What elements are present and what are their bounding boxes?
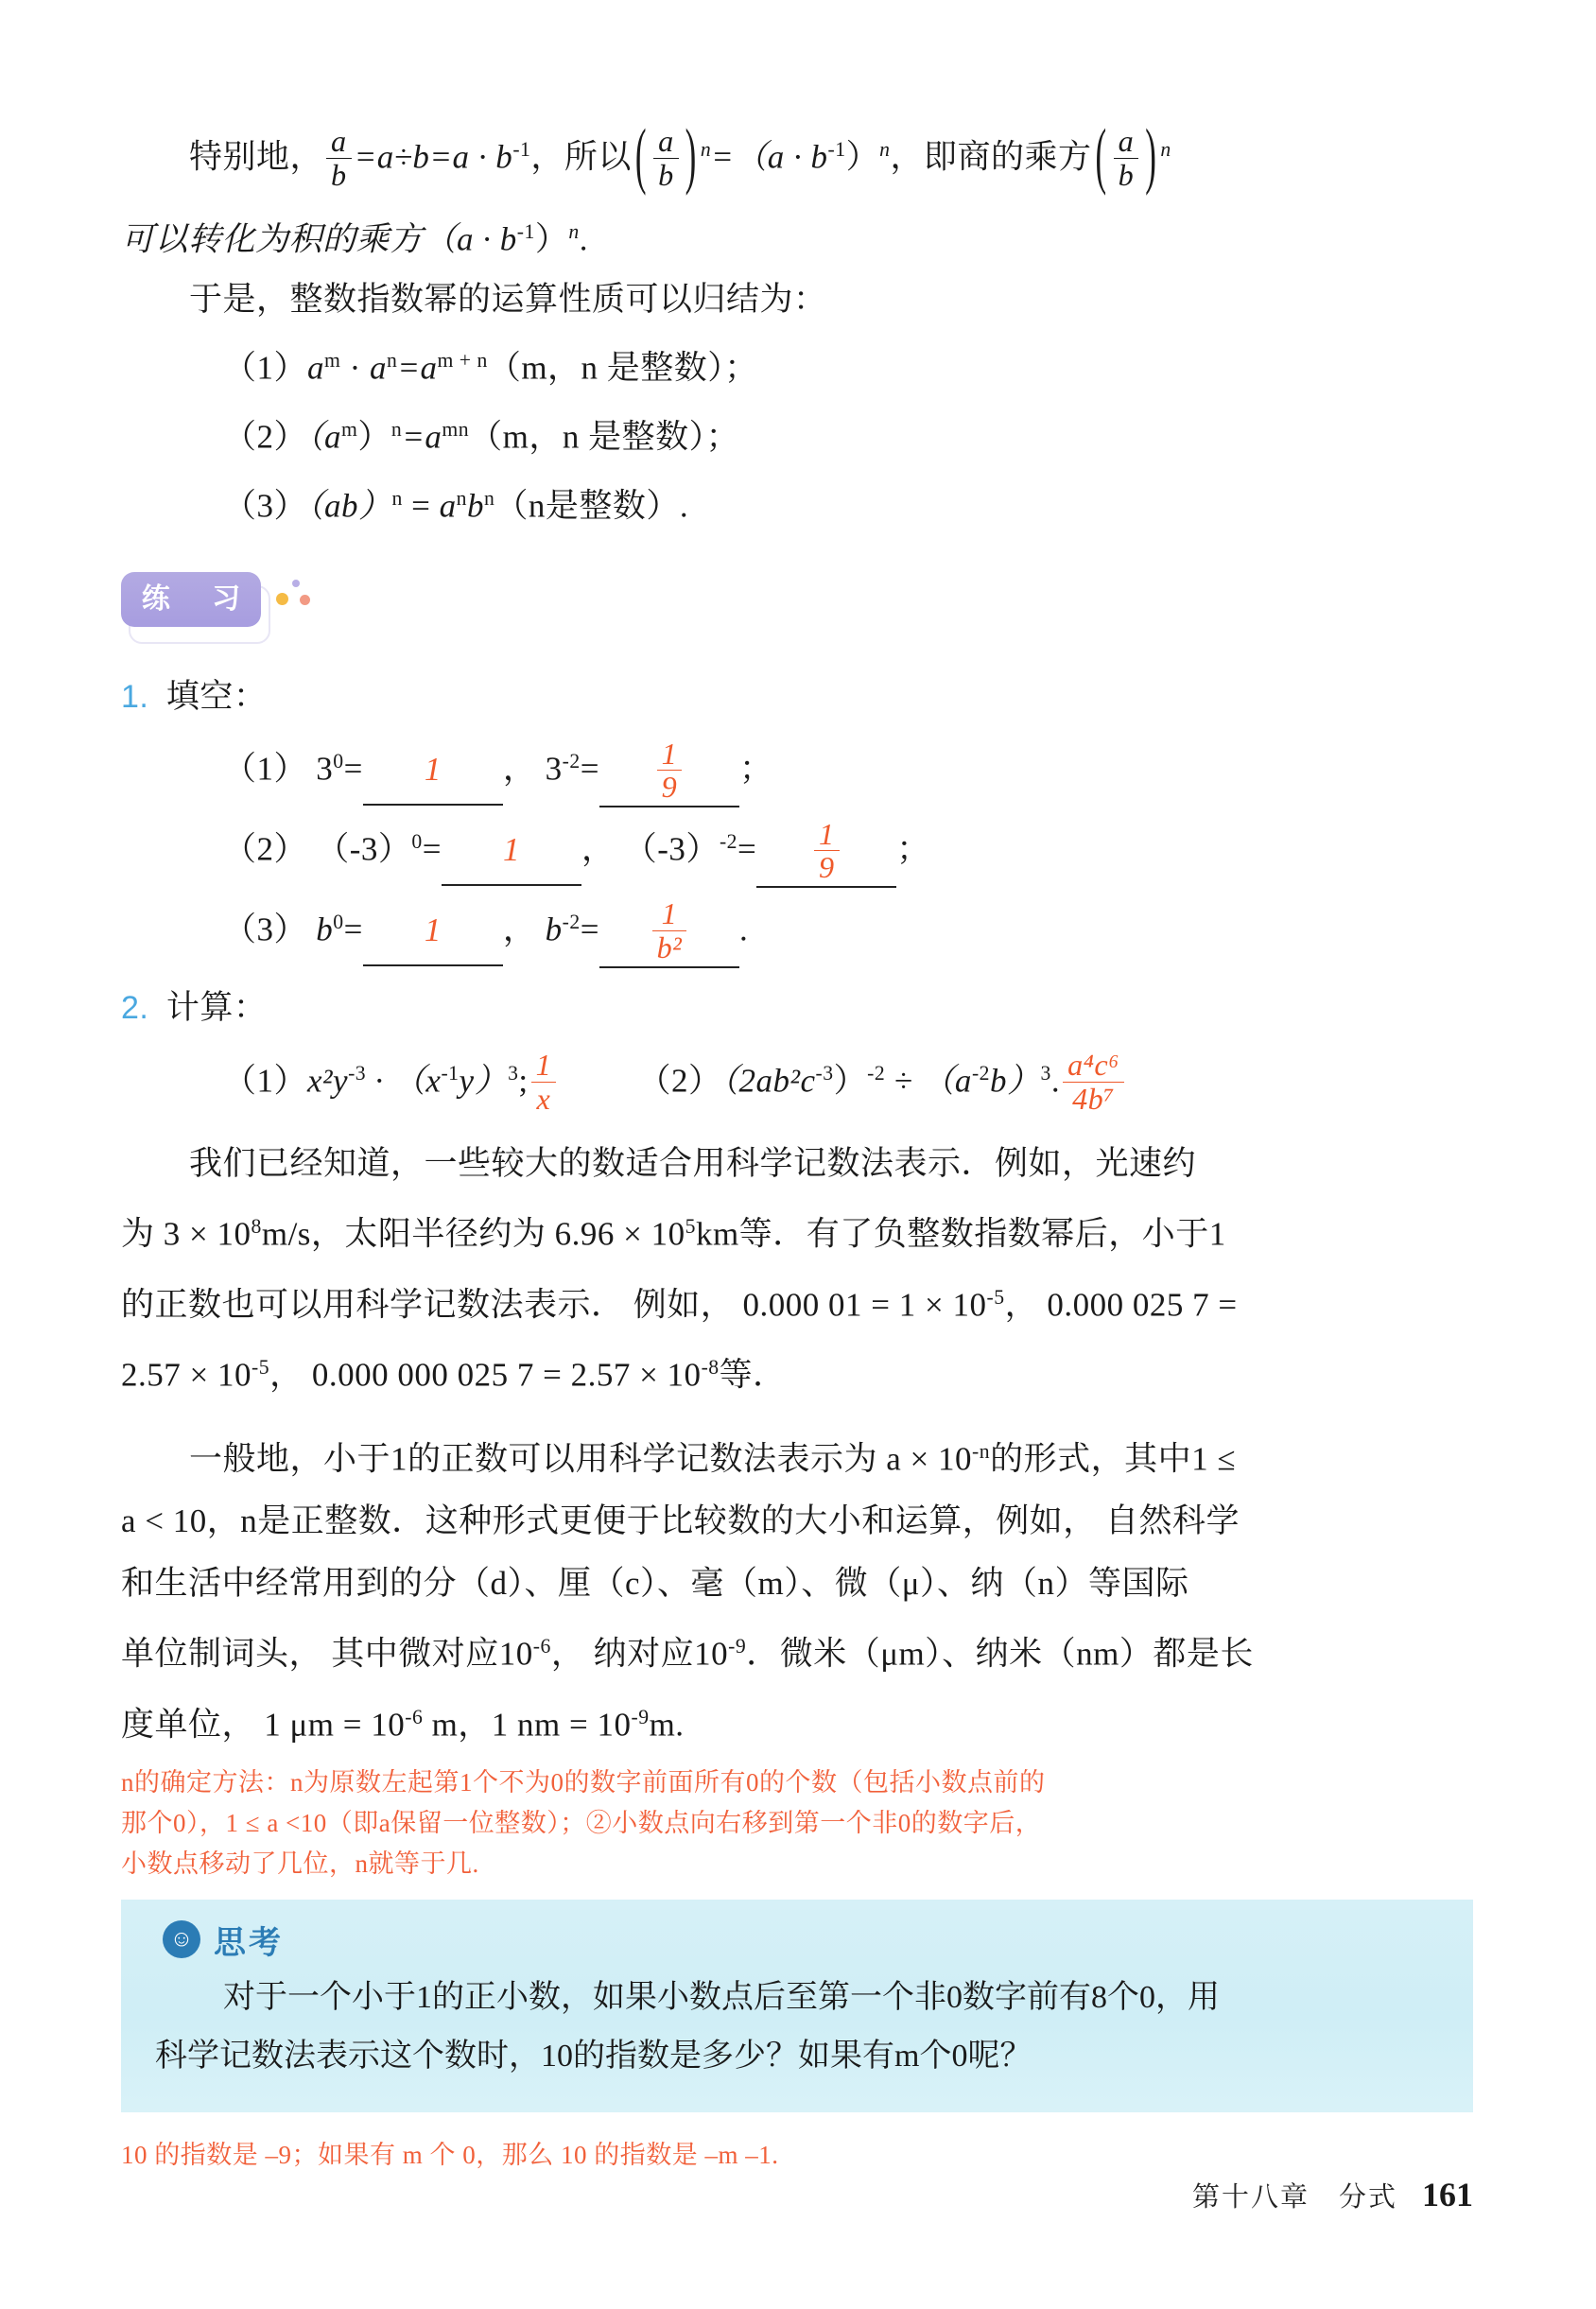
practice-badge-wrap bbox=[121, 572, 1473, 642]
item-3-sep: ， bbox=[502, 911, 537, 948]
dot-purple-icon bbox=[292, 580, 300, 587]
body-p2-l4-c: ．微米（μm）、纳米（nm）都是长 bbox=[746, 1636, 1254, 1674]
decorative-dots bbox=[276, 578, 314, 610]
q2-item-2-expr: （2ab²c bbox=[721, 1062, 816, 1100]
exercise-1-number: 1. bbox=[121, 679, 149, 716]
q2-item-1-semicolon: ; bbox=[518, 1062, 529, 1100]
intro-lead-text: 特别地， bbox=[189, 138, 324, 176]
body-p2-l2-text: a < 10，n是正整数．这种形式更便于比较数的大小和运算，例如， 自然科学 bbox=[121, 1502, 1240, 1540]
rule-3-label: （3） bbox=[223, 487, 308, 525]
exercise-1-item-1 bbox=[121, 727, 1473, 807]
body-p1-l2-sup-2: 5 bbox=[685, 1214, 696, 1238]
item-3-expr-2-sup: -2 bbox=[562, 911, 581, 934]
exercise-1-item-2 bbox=[121, 807, 1473, 888]
chapter-label: 第十八章 分式 bbox=[1191, 2182, 1397, 2213]
q2-item-2-mid: ） bbox=[833, 1062, 868, 1100]
item-2-eq-2: = bbox=[737, 830, 757, 868]
answer-note-text: 10 的指数是 –9；如果有 m 个 0，那么 10 的指数是 –m –1. bbox=[121, 2140, 779, 2169]
rule-1-label: （1） bbox=[223, 349, 308, 387]
intro-line2-tail: ） bbox=[534, 220, 569, 258]
annotation-line-3 bbox=[121, 1844, 1473, 1884]
body-p1-l4-c: 等． bbox=[719, 1356, 787, 1394]
item-2-expr-1: （-3） bbox=[316, 830, 412, 868]
intro-mid-expr: =a÷b=a · b bbox=[354, 138, 513, 176]
rule-1-rhs-sup: m + n bbox=[437, 349, 488, 373]
rule-3-note: （n是整数）. bbox=[494, 487, 689, 525]
item-2-sep: ， bbox=[581, 830, 616, 868]
q2-item-1-mid-2: y） bbox=[459, 1062, 509, 1100]
body-p2-l1-b: 的形式，其中1 ≤ bbox=[990, 1440, 1237, 1478]
item-1-end: ； bbox=[738, 750, 773, 788]
body-p2-l5-sup-1: -6 bbox=[405, 1706, 424, 1729]
intro-power-n-1: n bbox=[700, 138, 712, 161]
practice-badge: 练 习 bbox=[121, 572, 261, 627]
body-p1-l4-a: 2.57 × 10 bbox=[121, 1356, 252, 1394]
rule-3-dot: = bbox=[402, 487, 440, 525]
answer-blank-1[interactable]: 1 bbox=[363, 736, 503, 806]
annotation-l2-text: 那个0），1 ≤ a <10（即a保留一位整数）；②小数点向右移到第一个非0的数字后， bbox=[121, 1808, 1042, 1837]
body-p2-l5-c: m. bbox=[649, 1706, 685, 1744]
right-paren-big-2: ) bbox=[1145, 113, 1157, 197]
exercise-2-number: 2. bbox=[121, 989, 149, 1026]
rule-2-eq: =a bbox=[402, 418, 442, 456]
think-line-2 bbox=[121, 2027, 1473, 2086]
body-p2-l4-b: ， 纳对应10 bbox=[550, 1636, 729, 1674]
rule-1-lhs-a: a bbox=[307, 349, 325, 387]
body-p2-line-1 bbox=[121, 1420, 1473, 1491]
item-3-end: . bbox=[738, 911, 749, 948]
exercise-2-items bbox=[121, 1038, 1473, 1118]
body-p2-l1-a: 一般地，小于1的正数可以用科学记数法表示为 a × 10 bbox=[189, 1440, 973, 1478]
item-1-expr-2: 3 bbox=[545, 750, 563, 788]
page-footer bbox=[0, 2175, 1596, 2214]
rule-3-lhs-b-sup: n bbox=[456, 486, 467, 510]
body-p1-line-1 bbox=[121, 1133, 1473, 1195]
body-p2-line-4 bbox=[121, 1615, 1473, 1686]
rule-item-1 bbox=[121, 330, 1473, 399]
rule-3-rhs-sup: n bbox=[483, 486, 495, 510]
answer-fraction-3: $\frac{1}{\text{b²}}$ bbox=[652, 897, 687, 964]
think-box bbox=[121, 1900, 1473, 2112]
q2-item-2-div: ÷ （a bbox=[885, 1062, 972, 1100]
body-p1-l4-b: ， 0.000 000 025 7 = 2.57 × 10 bbox=[269, 1356, 702, 1394]
item-1-expr-1: 3 bbox=[316, 750, 334, 788]
body-p2-l4-sup-1: -6 bbox=[532, 1635, 551, 1658]
answer-blank-3[interactable]: 1 bbox=[442, 816, 581, 886]
item-3-expr-2: b bbox=[545, 911, 563, 948]
rule-1-dot: · bbox=[340, 349, 371, 387]
intro-after-text: ，所以 bbox=[530, 138, 632, 176]
item-1-sep: ， bbox=[502, 750, 537, 788]
answer-note bbox=[121, 2135, 1473, 2176]
answer-blank-2[interactable] bbox=[599, 736, 739, 807]
rule-1-eq: =a bbox=[397, 349, 438, 387]
rule-item-2 bbox=[121, 399, 1473, 468]
intro-line-3 bbox=[121, 269, 1473, 330]
think-l2-text: 科学记数法表示这个数时，10的指数是多少？如果有m个0呢？ bbox=[155, 2038, 1032, 2074]
annotation-l1-text: n的确定方法：n为原数左起第1个不为0的数字前面所有0的个数（包括小数点前的 bbox=[121, 1767, 1046, 1797]
rule-1-note: （m，n 是整数）； bbox=[487, 349, 758, 387]
intro-line2-exp: -1 bbox=[516, 219, 535, 243]
annotation-l3-text: 小数点移动了几位，n就等于几. bbox=[121, 1849, 479, 1878]
answer-blank-6[interactable] bbox=[599, 896, 739, 968]
item-1-eq: = bbox=[343, 750, 363, 788]
rule-3-eq: b bbox=[466, 487, 484, 525]
item-3-eq-2: = bbox=[580, 911, 599, 948]
page-content bbox=[121, 0, 1473, 2176]
rule-2-dot: ） bbox=[357, 418, 391, 456]
q2-item-1-mid: · （x bbox=[366, 1062, 442, 1100]
intro-line-2 bbox=[121, 201, 1473, 270]
right-paren-big: ) bbox=[685, 113, 697, 197]
q2-item-1-sup-3: 3 bbox=[508, 1061, 519, 1085]
q2-item-1-sup-2: -1 bbox=[441, 1061, 460, 1085]
intro-tail-paren: ） bbox=[845, 138, 880, 176]
q2-item-2-sup-3: -2 bbox=[971, 1061, 991, 1085]
rule-2-lhs-a: （a bbox=[307, 418, 342, 456]
fraction-a-over-b: $\frac{a}{b}$ bbox=[326, 125, 352, 192]
item-3-expr-1: b bbox=[316, 911, 334, 948]
body-p2-l5-a: 度单位， 1 μm = 10 bbox=[121, 1706, 406, 1744]
item-1-eq-2: = bbox=[580, 750, 599, 788]
item-1-label: （1） bbox=[223, 750, 308, 788]
page-number: 161 bbox=[1422, 2176, 1473, 2214]
body-p1-l2-b: m/s，太阳半径约为 6.96 × 10 bbox=[261, 1215, 685, 1253]
body-p2-line-5 bbox=[121, 1686, 1473, 1757]
answer-blank-4[interactable] bbox=[756, 816, 896, 888]
body-p2-l5-b: m，1 nm = 10 bbox=[423, 1706, 632, 1744]
body-p1-l3-sup: -5 bbox=[986, 1285, 1005, 1309]
body-p1-l3-b: ， 0.000 025 7 = bbox=[1004, 1286, 1238, 1324]
rule-1-lhs-b-sup: n bbox=[387, 349, 398, 373]
body-p2-line-3 bbox=[121, 1553, 1473, 1615]
left-paren-big: ( bbox=[634, 113, 648, 197]
intro-power-n-3: n bbox=[1160, 138, 1171, 161]
rule-3-lhs-a-sup: n bbox=[391, 486, 403, 510]
item-2-label: （2） bbox=[223, 830, 308, 868]
intro-end-text: ，即商的乘方 bbox=[890, 138, 1092, 176]
intro-line2-dot: . bbox=[579, 220, 588, 258]
body-p2-line-2 bbox=[121, 1490, 1473, 1553]
q2-item-2-dot: . bbox=[1050, 1062, 1061, 1100]
item-2-expr-1-sup: 0 bbox=[411, 830, 423, 854]
q2-item-1-label: （1） bbox=[223, 1062, 308, 1100]
item-2-end: ； bbox=[896, 830, 930, 868]
item-2-eq: = bbox=[422, 830, 442, 868]
rule-2-rhs-sup: mn bbox=[442, 417, 470, 441]
intro-exp-2: -1 bbox=[827, 138, 846, 161]
body-p2-l1-sup: -n bbox=[972, 1439, 991, 1463]
rule-2-lhs-a-sup: m bbox=[341, 417, 358, 441]
q2-item-2-sup-1: -3 bbox=[815, 1061, 834, 1085]
fraction-a-over-b-2: $\frac{a}{b}$ bbox=[653, 125, 679, 192]
rule-1-lhs-a-sup: m bbox=[324, 349, 341, 373]
intro-eq-expr: =（a · b bbox=[711, 138, 828, 176]
body-p1-l3-a: 的正数也可以用科学记数法表示． 例如， 0.000 01 = 1 × 10 bbox=[121, 1286, 987, 1324]
q2-item-1-expr: x²y bbox=[307, 1062, 349, 1100]
rule-2-note: （m，n 是整数）； bbox=[469, 418, 740, 456]
rule-1-lhs-b: a bbox=[370, 349, 388, 387]
think-header bbox=[121, 1917, 1473, 1963]
q2-item-2-sup-2: -2 bbox=[867, 1061, 886, 1085]
item-2-expr-2: （-3） bbox=[623, 830, 720, 868]
item-2-expr-2-sup: -2 bbox=[719, 830, 738, 854]
intro-line2-power: n bbox=[568, 219, 580, 243]
q2-item-2-label: （2） bbox=[637, 1062, 722, 1100]
q2-answer-fraction-1: $\frac{1}{x}$ bbox=[531, 1049, 557, 1116]
think-l1-text: 对于一个小于1的正小数，如果小数点后至第一个非0数字前有8个0，用 bbox=[223, 1979, 1220, 2015]
intro-exp-1: -1 bbox=[512, 138, 531, 161]
body-p2-l4-a: 单位制词头， 其中微对应10 bbox=[121, 1636, 533, 1674]
q2-item-1-sup-1: -3 bbox=[348, 1061, 367, 1085]
rule-3-lhs-b: a bbox=[439, 487, 457, 525]
rule-2-lhs-b-sup: n bbox=[390, 417, 403, 441]
body-p1-line-3 bbox=[121, 1266, 1473, 1337]
intro-line2-text: 可以转化为积的乘方（a · b bbox=[121, 220, 517, 258]
intro-line-1 bbox=[121, 112, 1473, 196]
body-p1-line-2 bbox=[121, 1195, 1473, 1266]
body-p1-l2-a: 为 3 × 10 bbox=[121, 1215, 252, 1253]
answer-fraction-1: $\frac{1}{9}$ bbox=[657, 738, 683, 805]
think-line-1 bbox=[121, 1969, 1473, 2027]
exercise-1-prompt: 填空： bbox=[165, 678, 268, 716]
exercise-2 bbox=[121, 978, 1473, 1038]
body-p2-l4-sup-2: -9 bbox=[728, 1635, 747, 1658]
intro-power-n-2: n bbox=[879, 138, 891, 161]
dot-orange-icon bbox=[300, 595, 310, 605]
item-3-label: （3） bbox=[223, 911, 308, 948]
exercise-1-item-3 bbox=[121, 888, 1473, 968]
body-p1-l1-text: 我们已经知道，一些较大的数适合用科学记数法表示．例如，光速约 bbox=[189, 1144, 1197, 1182]
body-p1-l4-sup-2: -8 bbox=[701, 1356, 720, 1380]
body-p1-line-4 bbox=[121, 1336, 1473, 1407]
answer-fraction-2: $\frac{1}{9}$ bbox=[814, 818, 840, 885]
dot-yellow-icon bbox=[276, 593, 288, 605]
q2-item-2-sup-4: 3 bbox=[1040, 1061, 1051, 1085]
annotation-line-1 bbox=[121, 1762, 1473, 1803]
intro-line3-text: 于是，整数指数幂的运算性质可以归结为： bbox=[189, 281, 827, 319]
rule-3-lhs-a: （ab） bbox=[307, 487, 392, 525]
body-p1-l4-sup-1: -5 bbox=[252, 1356, 270, 1380]
item-1-expr-2-sup: -2 bbox=[562, 750, 581, 773]
item-1-expr-1-sup: 0 bbox=[333, 750, 344, 773]
fraction-a-over-b-3: $\frac{a}{b}$ bbox=[1114, 125, 1139, 192]
item-3-eq: = bbox=[343, 911, 363, 948]
rule-item-3 bbox=[121, 468, 1473, 537]
annotation-line-2 bbox=[121, 1803, 1473, 1844]
answer-blank-5[interactable]: 1 bbox=[363, 896, 503, 966]
body-p2-l3-text: 和生活中经常用到的分（d）、厘（c）、毫（m）、微（μ）、纳（n）等国际 bbox=[121, 1565, 1189, 1603]
body-p2-l5-sup-2: -9 bbox=[631, 1706, 650, 1729]
q2-item-2-mid-2: b） bbox=[990, 1062, 1041, 1100]
body-p1-l2-c: km等．有了负整数指数幂后，小于1 bbox=[696, 1215, 1226, 1253]
rule-2-label: （2） bbox=[223, 418, 308, 456]
exercise-2-prompt: 计算： bbox=[165, 988, 268, 1026]
body-p1-l2-sup-1: 8 bbox=[251, 1214, 262, 1238]
item-3-expr-1-sup: 0 bbox=[333, 911, 344, 934]
lightbulb-icon: ☺ bbox=[163, 1920, 200, 1958]
exercise-1 bbox=[121, 667, 1473, 727]
q2-answer-fraction-2: $\frac{\text{a⁴c⁶}}{\text{4b⁷}}$ bbox=[1063, 1049, 1124, 1116]
think-title: 思考 bbox=[214, 1924, 284, 1961]
left-paren-big-2: ( bbox=[1095, 113, 1107, 197]
